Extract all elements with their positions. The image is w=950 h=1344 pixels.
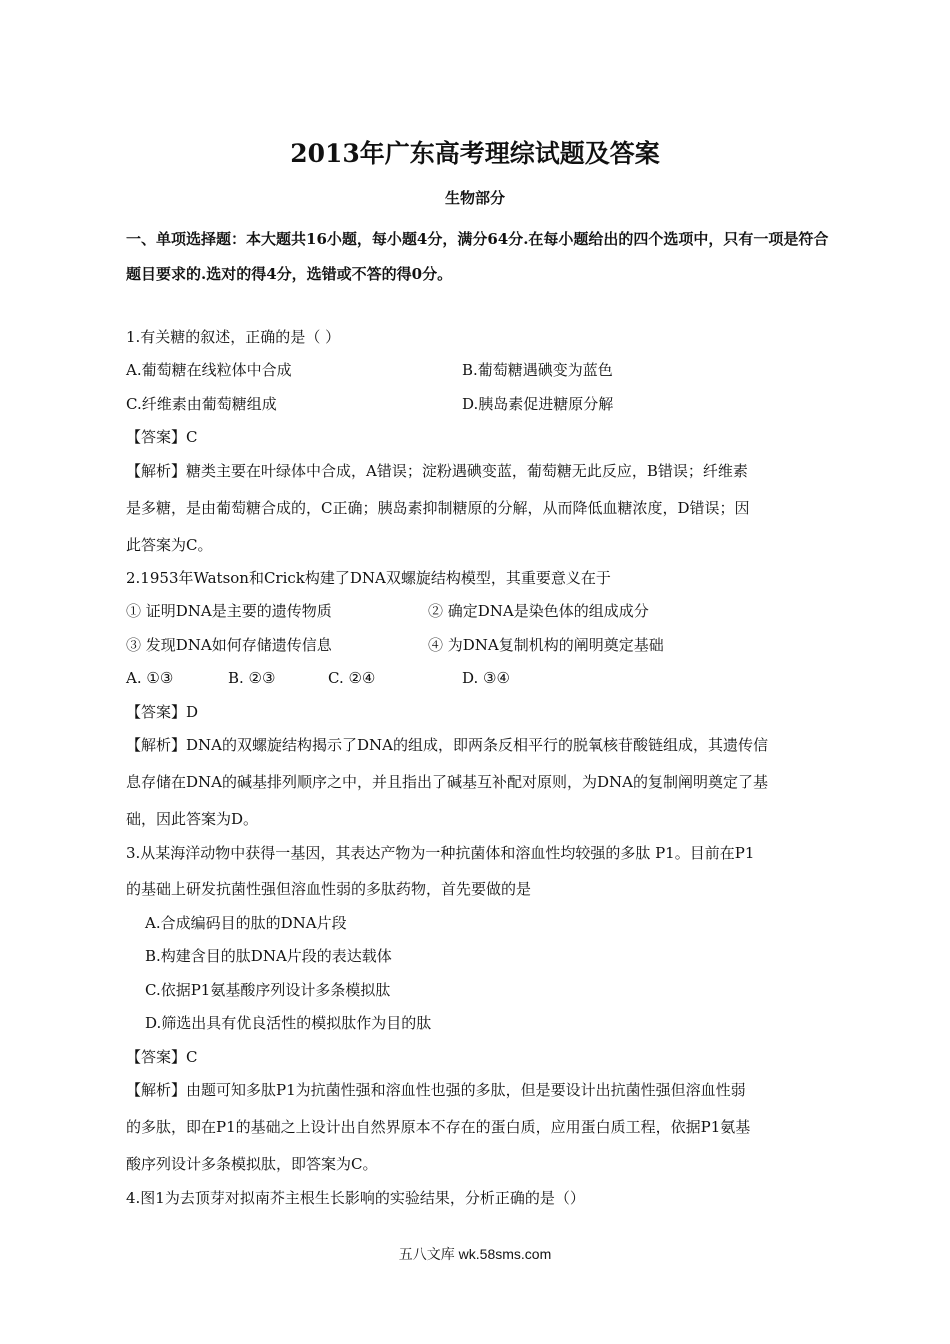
section-subtitle: 生物部分 (444, 189, 505, 207)
question-3-analysis-line: 酸序列设计多条模拟肽，即答案为C。 (126, 1155, 378, 1173)
question-3-analysis-line: 的多肽，即在P1的基础之上设计出自然界原本不存在的蛋白质，应用蛋白质工程，依据P1氨基 (126, 1118, 751, 1136)
question-3-stem: 的基础上研发抗菌性强但溶血性弱的多肽药物，首先要做的是 (126, 880, 532, 898)
question-1-option-a: A.葡萄糖在线粒体中合成 (126, 361, 292, 379)
question-2-item-1: ① 证明DNA是主要的遗传物质 (126, 602, 332, 620)
question-1-answer: 【答案】C (126, 428, 198, 446)
question-3-stem: 3.从某海洋动物中获得一基因，其表达产物为一种抗菌体和溶血性均较强的多肽 P1。目前在P1 (126, 844, 755, 862)
question-3-analysis-line: 【解析】由题可知多肽P1为抗菌性强和溶血性也强的多肽，但是要设计出抗菌性强但溶血性弱 (126, 1081, 746, 1099)
question-1-option-c: C.纤维素由葡萄糖组成 (126, 395, 277, 413)
question-2-item-2: ② 确定DNA是染色体的组成成分 (428, 602, 649, 620)
question-1-option-b: B.葡萄糖遇碘变为蓝色 (462, 361, 613, 379)
page-title: 2013年广东高考理综试题及答案 (290, 139, 660, 168)
question-2-option-a: A. ①③ (126, 669, 174, 687)
question-1-stem: 1.有关糖的叙述，正确的是（ ） (126, 328, 341, 346)
question-3-option-c: C.依据P1氨基酸序列设计多条模拟肽 (145, 981, 391, 999)
section-instructions: 一、单项选择题：本大题共16小题，每小题4分，满分64分.在每小题给出的四个选项中，只有一项是符合题目要求的.选对的得4分，选错或不答的得0分。 (126, 230, 829, 283)
question-2-analysis-line: 息存储在DNA的碱基排列顺序之中，并且指出了碱基互补配对原则，为DNA的复制阐明奠定了基 (126, 773, 768, 791)
question-1-analysis-line: 此答案为C。 (126, 536, 213, 554)
question-1-analysis-line: 【解析】糖类主要在叶绿体中合成，A错误；淀粉遇碘变蓝，葡萄糖无此反应，B错误；纤维素 (126, 462, 748, 480)
question-2-answer: 【答案】D (126, 703, 199, 721)
question-3-answer: 【答案】C (126, 1048, 198, 1066)
question-2-stem: 2.1953年Watson和Crick构建了DNA双螺旋结构模型，其重要意义在于 (126, 569, 611, 587)
question-2-item-4: ④ 为DNA复制机构的阐明奠定基础 (428, 636, 664, 654)
question-4-stem: 4.图1为去顶芽对拟南芥主根生长影响的实验结果，分析正确的是（） (126, 1189, 585, 1207)
question-1-option-d: D.胰岛素促进糖原分解 (462, 395, 614, 413)
question-2-analysis-line: 础，因此答案为D。 (126, 810, 259, 828)
question-2-analysis-line: 【解析】DNA的双螺旋结构揭示了DNA的组成，即两条反相平行的脱氧核苷酸链组成，其遗传信 (126, 736, 768, 754)
question-3-option-b: B.构建含目的肽DNA片段的表达载体 (145, 947, 392, 965)
question-2-option-b: B. ②③ (228, 669, 276, 687)
page-footer: 五八文库 wk.58sms.com (398, 1246, 552, 1262)
question-2-option-d: D. ③④ (462, 669, 510, 687)
question-3-option-a: A.合成编码目的肽的DNA片段 (145, 914, 347, 932)
question-1-analysis-line: 是多糖，是由葡萄糖合成的，C正确；胰岛素抑制糖原的分解，从而降低血糖浓度，D错误；因 (126, 499, 750, 517)
question-2-item-3: ③ 发现DNA如何存储遗传信息 (126, 636, 332, 654)
question-2-option-c: C. ②④ (328, 669, 376, 687)
question-3-option-d: D.筛选出具有优良活性的模拟肽作为目的肽 (145, 1014, 432, 1032)
